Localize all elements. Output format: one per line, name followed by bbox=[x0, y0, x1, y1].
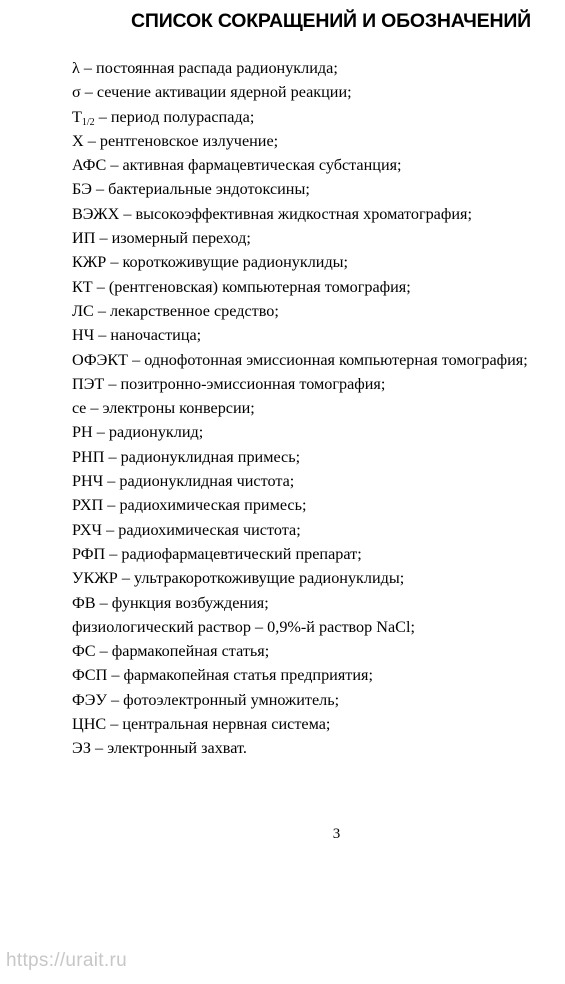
definition: – фармакопейная статья предприятия; bbox=[107, 666, 373, 685]
list-item bbox=[72, 591, 528, 615]
abbreviation: ЦНС bbox=[72, 715, 107, 734]
definition: – позитронно-эмиссионная томография; bbox=[104, 374, 386, 393]
definition: – функция возбуждения; bbox=[95, 593, 269, 612]
abbreviation: ОФЭКТ bbox=[72, 350, 129, 369]
list-item bbox=[72, 615, 528, 639]
definition: – электроны конверсии; bbox=[86, 399, 255, 418]
list-item bbox=[72, 396, 528, 420]
abbreviation: КЖР bbox=[72, 253, 107, 272]
abbreviation: X bbox=[72, 131, 84, 150]
list-item bbox=[72, 372, 528, 396]
abbreviation: АФС bbox=[72, 156, 107, 175]
abbreviation: физиологический раствор bbox=[72, 617, 251, 636]
list-item bbox=[72, 639, 528, 663]
definition: – активная фармацевтическая субстанция; bbox=[106, 156, 402, 175]
list-item bbox=[72, 712, 528, 736]
list-item bbox=[72, 275, 528, 299]
definition: – радионуклид; bbox=[92, 423, 204, 442]
list-item bbox=[72, 80, 528, 104]
definition: – период полураспада; bbox=[94, 107, 255, 126]
definition: – радионуклидная чистота; bbox=[103, 472, 295, 491]
definition: – радиохимическая примесь; bbox=[103, 496, 307, 515]
definition: – постоянная распада радионуклида; bbox=[79, 59, 338, 77]
definition: – центральная нервная система; bbox=[106, 715, 331, 734]
list-item bbox=[72, 202, 528, 226]
list-item bbox=[72, 323, 528, 347]
definition: – высокоэффективная жидкостная хроматография; bbox=[119, 204, 472, 223]
definition: – сечение активации ядерной реакции; bbox=[80, 83, 352, 102]
definition: – рентгеновское излучение; bbox=[83, 131, 279, 150]
definition: – электронный захват. bbox=[91, 739, 247, 758]
abbreviation: РНП bbox=[72, 447, 105, 466]
definition: – радиохимическая чистота; bbox=[102, 520, 301, 539]
abbreviation: УКЖР bbox=[72, 569, 118, 588]
definition: – изомерный переход; bbox=[95, 229, 251, 248]
abbreviation: ИП bbox=[72, 229, 96, 248]
definition: – короткоживущие радионуклиды; bbox=[106, 253, 349, 272]
abbreviation: ФЭУ bbox=[72, 690, 107, 709]
definition: – наночастица; bbox=[94, 326, 202, 345]
list-item bbox=[72, 348, 528, 372]
watermark-url: https://urait.ru bbox=[6, 950, 127, 971]
abbreviation: ЭЗ bbox=[72, 739, 91, 758]
definition: – фармакопейная статья; bbox=[95, 642, 270, 661]
definition: – радиофармацевтический препарат; bbox=[105, 544, 362, 563]
list-item bbox=[72, 177, 528, 201]
list-item bbox=[72, 518, 528, 542]
abbreviation: РХЧ bbox=[72, 520, 103, 539]
list-item bbox=[72, 663, 528, 687]
abbreviation: ВЭЖХ bbox=[72, 204, 120, 223]
definition: – (рентгеновская) компьютерная томография; bbox=[92, 277, 411, 296]
abbreviation-subscript: 1/2 bbox=[81, 116, 95, 128]
list-item bbox=[72, 250, 528, 274]
abbreviation: РХП bbox=[72, 496, 104, 515]
list-item bbox=[72, 299, 528, 323]
list-item bbox=[72, 566, 528, 590]
abbreviation: ce bbox=[72, 399, 87, 418]
abbreviation: σ bbox=[72, 83, 81, 102]
definition: – однофотонная эмиссионная компьютерная томография; bbox=[128, 350, 528, 369]
page-number: 3 bbox=[332, 826, 341, 842]
abbreviation: ФСП bbox=[72, 666, 108, 685]
definition: – лекарственное средство; bbox=[93, 301, 279, 320]
definition: – фотоэлектронный умножитель; bbox=[106, 690, 340, 709]
list-item bbox=[72, 688, 528, 712]
abbreviation: ПЭТ bbox=[72, 374, 105, 393]
definition: – ультракороткоживущие радионуклиды; bbox=[117, 569, 405, 588]
list-item bbox=[72, 542, 528, 566]
list-item bbox=[72, 493, 528, 517]
list-item bbox=[72, 105, 528, 129]
definition: – радионуклидная примесь; bbox=[104, 447, 301, 466]
list-item bbox=[72, 226, 528, 250]
list-item bbox=[72, 56, 528, 80]
list-item bbox=[72, 153, 528, 177]
abbreviation: λ bbox=[72, 59, 80, 77]
abbreviation-list bbox=[72, 56, 528, 761]
abbreviation: БЭ bbox=[72, 180, 92, 199]
abbreviation: КТ bbox=[72, 277, 93, 296]
abbreviation: ЛС bbox=[72, 301, 94, 320]
list-item bbox=[72, 469, 528, 493]
abbreviation: НЧ bbox=[72, 326, 95, 345]
list-item bbox=[72, 736, 528, 760]
definition: – бактериальные эндотоксины; bbox=[91, 180, 310, 199]
abbreviation: ФС bbox=[72, 642, 96, 661]
definition: – 0,9%-й раствор NaCl; bbox=[250, 617, 415, 636]
list-item bbox=[72, 129, 528, 153]
page-title: СПИСОК СОКРАЩЕНИЙ И ОБОЗНАЧЕНИЙ bbox=[131, 10, 531, 32]
abbreviation: РНЧ bbox=[72, 472, 104, 491]
abbreviation: T bbox=[72, 107, 82, 126]
list-item bbox=[72, 445, 528, 469]
abbreviation: ФВ bbox=[72, 593, 96, 612]
abbreviation: РН bbox=[72, 423, 93, 442]
list-item bbox=[72, 420, 528, 444]
abbreviation: РФП bbox=[72, 544, 106, 563]
